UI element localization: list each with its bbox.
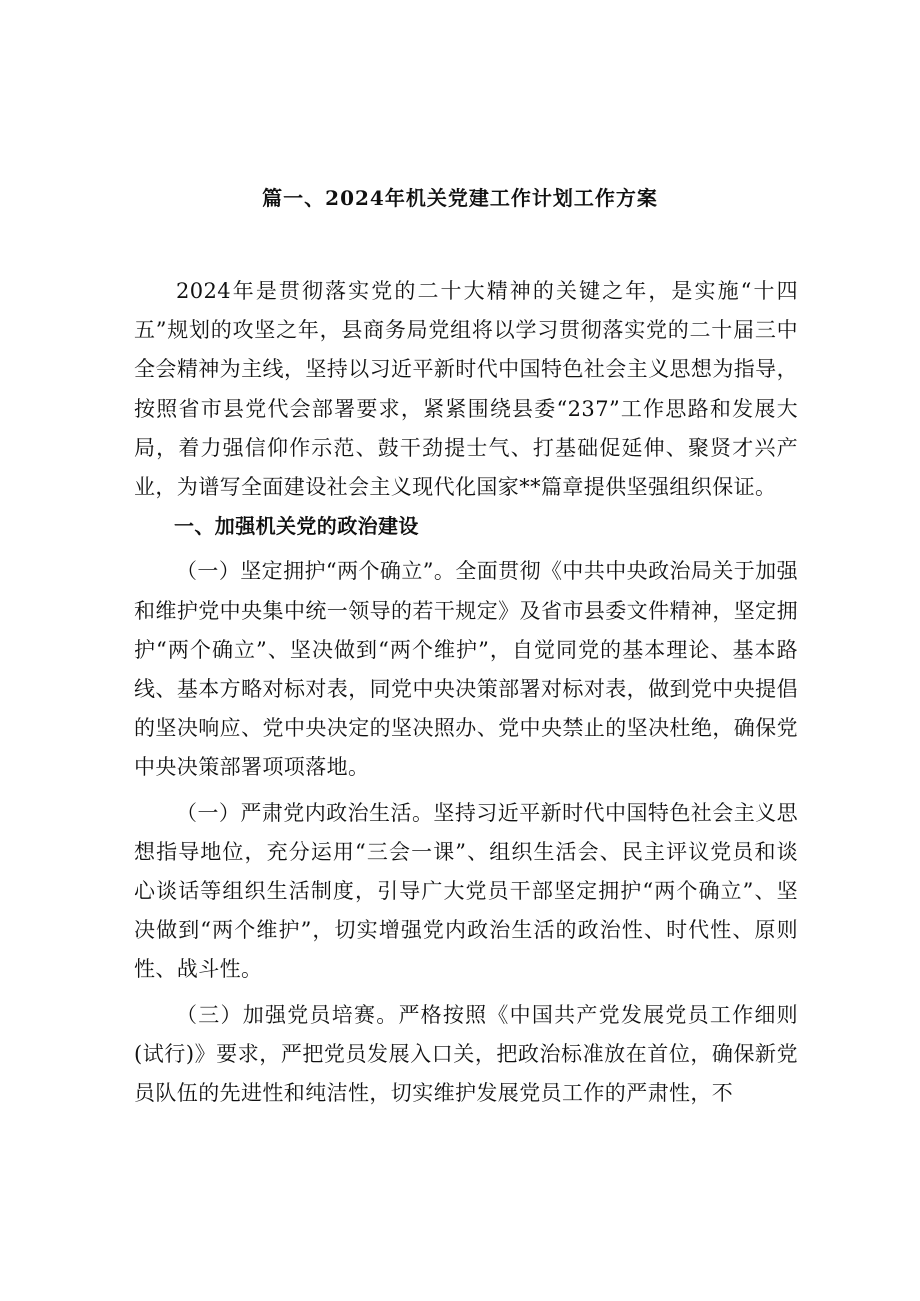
paragraph-3: （三）加强党员培赛。严格按照《中国共产党发展党员工作细则(试行)》要求，严把党员发展入口关，把政治标准放在首位，确保新党员队伍的先进性和纯洁性，切实维护发展党员工作的严肃性，不: [134, 1002, 798, 1106]
intro-paragraph: 2024年是贯彻落实党的二十大精神的关键之年，是实施“十四五”规划的攻坚之年，县商务局党组将以学习贯彻落实党的二十届三中全会精神为主线，坚持以习近平新时代中国特色社会主义思想为指导，按照省市县党代会部署要求，紧紧围绕县委“237”工作思路和发展大局，着力强信仰作示范、鼓干劲提士气、打基础促延伸、聚贤才兴产业，为谱写全面建设社会主义现代化国家**篇章提供坚强组织保证。: [134, 279, 798, 500]
document-body: [134, 272, 798, 1113]
paragraph-2: （一）严肃党内政治生活。坚持习近平新时代中国特色社会主义思想指导地位，充分运用“三会一课”、组织生活会、民主评议党员和谈心谈话等组织生活制度，引导广大党员干部坚定拥护“两个确立”、坚决做到“两个维护”，切实增强党内政治生活的政治性、时代性、原则性、战斗性。: [134, 800, 798, 982]
document-title: 篇一、2024年机关党建工作计划工作方案: [262, 186, 658, 210]
section-heading: 一、加强机关党的政治建设: [174, 514, 419, 539]
paragraph-1: （一）坚定拥护“两个确立”。全面贯彻《中共中央政治局关于加强和维护党中央集中统一领导的若干规定》及省市县委文件精神，坚定拥护“两个确立”、坚决做到“两个维护”，自觉同党的基本理论、基本路线、基本方略对标对表，同党中央决策部署对标对表，做到党中央提倡的坚决响应、党中央决定的坚决照办、党中央禁止的坚决杜绝，确保党中央决策部署项项落地。: [134, 559, 798, 780]
